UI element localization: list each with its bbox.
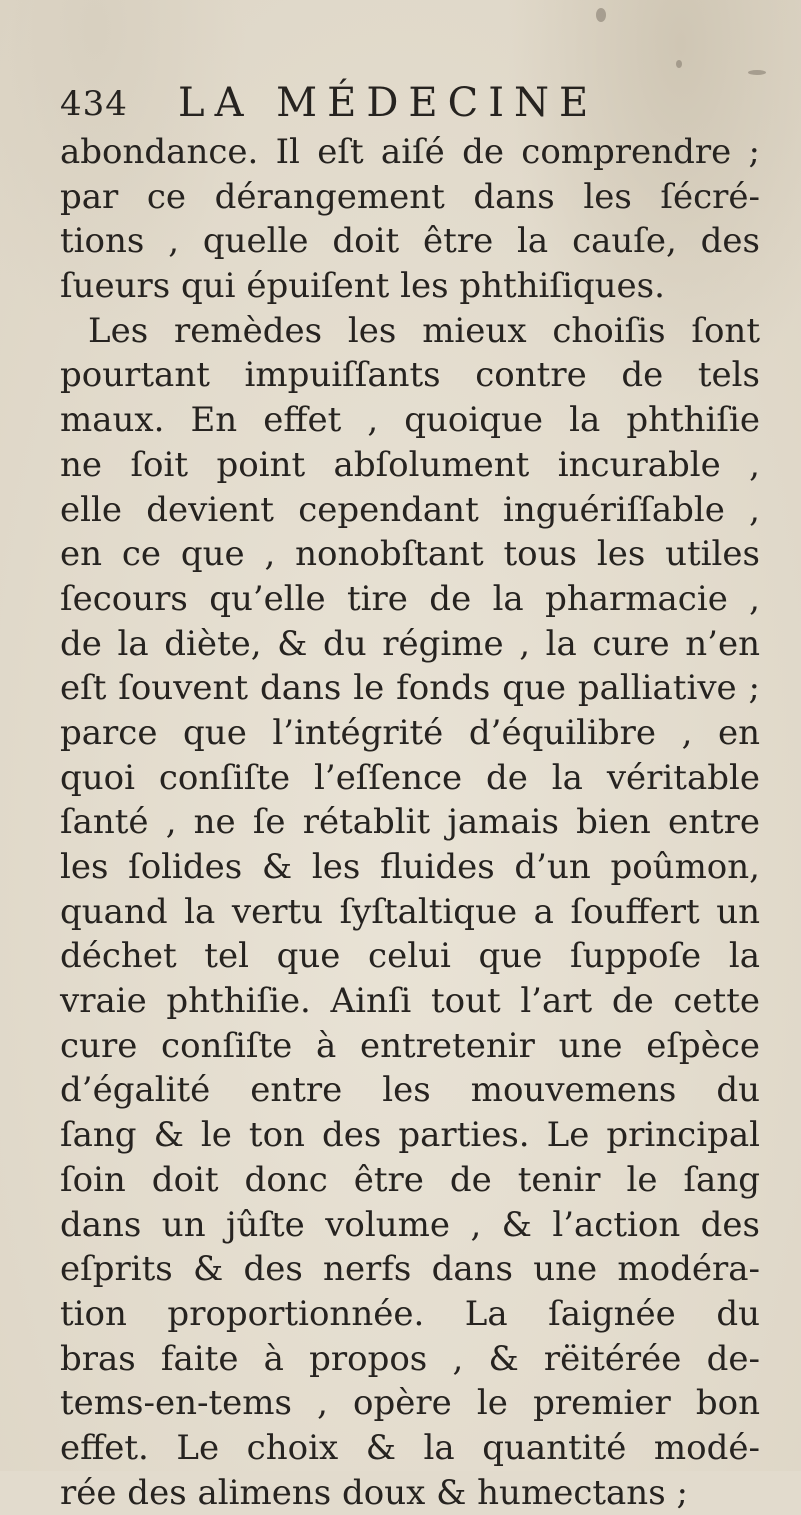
text-line: eſt ſouvent dans le fonds que palliative ; [60, 668, 760, 709]
ink-spot [748, 70, 766, 75]
running-title: LA MÉDECINE [178, 80, 599, 126]
text-line: ſoin doit donc être de tenir le ſang [60, 1159, 760, 1200]
page-number: 434 [60, 84, 128, 124]
text-line: ſang & le ton des parties. Le principal [60, 1115, 760, 1156]
text-line: maux. En effet , quoique la phthiſie [60, 400, 760, 441]
text-line: les ſolides & les fluides d’un poûmon, [60, 847, 760, 887]
text-line: Les remèdes les mieux choiſis ſont [88, 310, 760, 351]
text-line: de la diète, & du régime , la cure n’en [60, 623, 760, 664]
text-line: ſecours qu’elle tire de la pharmacie , [60, 578, 760, 619]
text-line: effet. Le choix & la quantité modé- [60, 1427, 760, 1468]
text-line: quand la vertu ſyſtaltique a ſouffert un [60, 891, 760, 932]
text-line: en ce que , nonobſtant tous les utiles [60, 534, 760, 575]
text-line: bras faite à propos , & rëitérée de- [60, 1338, 760, 1379]
text-line: elle devient cependant inguériſſable , [60, 489, 760, 530]
ink-spot [676, 60, 682, 68]
text-line: quoi conſiſte l’eſſence de la véritable [60, 757, 760, 798]
text-line: parce que l’intégrité d’équilibre , en [60, 712, 760, 753]
text-line: vraie phthiſie. Ainſi tout l’art de cette [60, 981, 760, 1022]
text-line: cure conſiſte à entretenir une eſpèce [60, 1025, 760, 1066]
text-line: tions , quelle doit être la cauſe, des [60, 221, 760, 262]
text-line: dans un jûſte volume , & l’action des [60, 1204, 760, 1245]
text-line: abondance. Il eſt aiſé de comprendre ; [60, 132, 760, 172]
text-line: d’égalité entre les mouvemens du [60, 1070, 760, 1111]
text-line: ne ſoit point abſolument incurable , [60, 444, 760, 485]
text-line: pourtant impuiſſants contre de tels [60, 355, 760, 396]
text-line: tion proportionnée. La ſaignée du [60, 1293, 760, 1334]
text-line: ſueurs qui épuiſent les phthiſiques. [60, 266, 665, 307]
text-line: déchet tel que celui que ſuppoſe la [60, 936, 760, 977]
text-line: rée des alimens doux & humectans ; [60, 1472, 688, 1513]
text-line: par ce dérangement dans les ſécré- [60, 176, 760, 217]
ink-spot [596, 8, 606, 22]
text-line: eſprits & des nerfs dans une modéra- [60, 1249, 760, 1290]
text-line: tems-en-tems , opère le premier bon [60, 1383, 760, 1424]
text-line: ſanté , ne ſe rétablit jamais bien entre [60, 802, 760, 843]
body-text [60, 130, 760, 1515]
running-head [60, 80, 760, 130]
